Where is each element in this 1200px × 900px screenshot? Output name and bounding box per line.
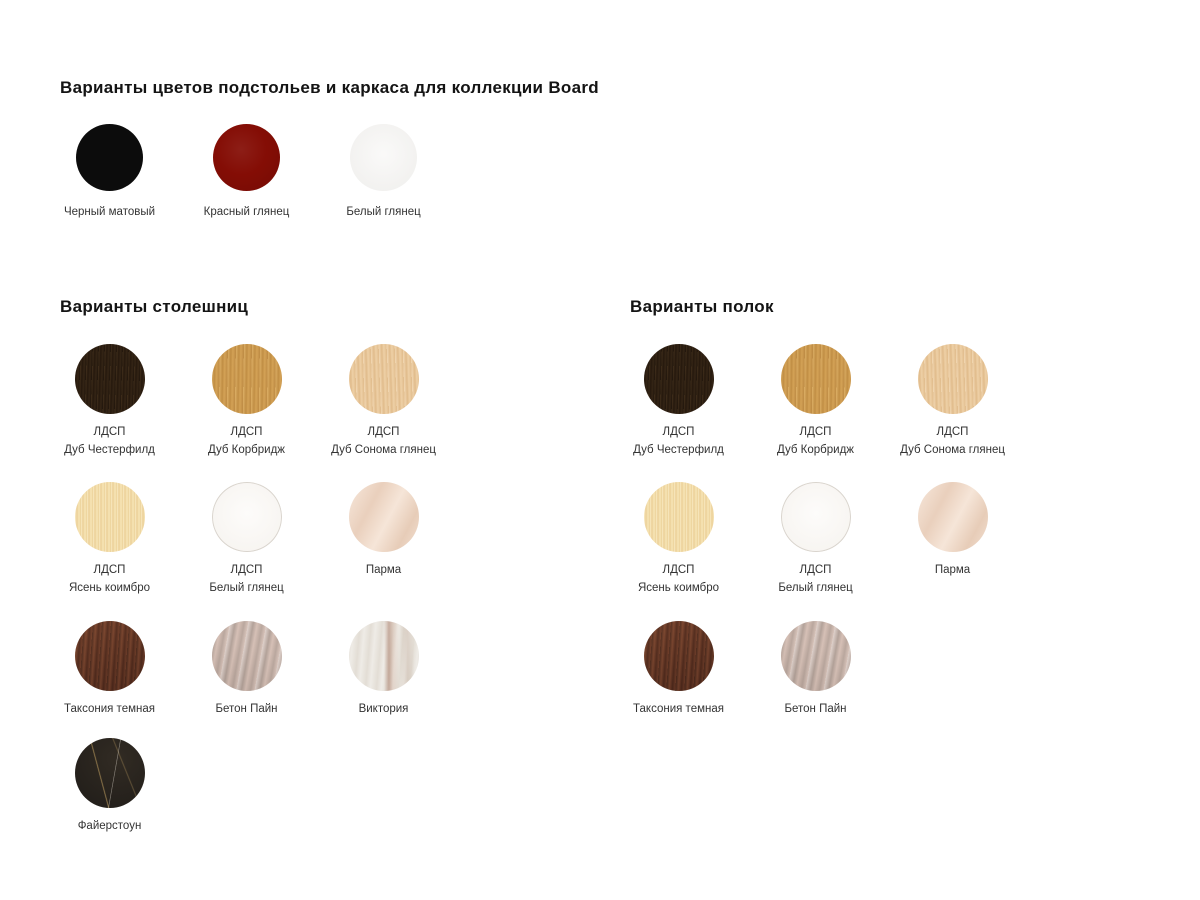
swatch-cell <box>610 482 747 597</box>
swatch-label-line1: ЛДСП <box>662 426 695 438</box>
swatch-concrete-pine <box>781 621 851 691</box>
swatch-cell <box>178 621 315 718</box>
swatch-label-line1: Парма <box>934 564 971 576</box>
page-title: Варианты цветов подстольев и каркаса для коллекции Board <box>60 78 599 97</box>
shelves-section <box>610 344 1030 744</box>
shelves-row-1 <box>610 344 1021 459</box>
tabletops-section <box>41 344 461 864</box>
swatch-oak-sonoma-gloss <box>918 344 988 414</box>
swatch-cell <box>610 344 747 459</box>
swatch-label-line1: Парма <box>365 564 402 576</box>
swatch-cell <box>41 738 178 835</box>
swatch-firestone <box>75 738 145 808</box>
swatch-label: Красный глянец <box>203 206 290 218</box>
swatch-label-line2: Дуб Честерфилд <box>633 444 724 456</box>
swatch-label-line1: Виктория <box>358 703 409 715</box>
swatch-red-gloss <box>213 124 280 191</box>
swatch-label-line2: Белый глянец <box>209 582 284 594</box>
swatch-label-line2: Ясень коимбро <box>637 582 720 594</box>
swatch-cell <box>884 344 1021 459</box>
swatch-label-line1: ЛДСП <box>936 426 969 438</box>
swatch-label-line1: ЛДСП <box>662 564 695 576</box>
swatch-label-line1: ЛДСП <box>799 564 832 576</box>
swatch-ash-coimbra <box>644 482 714 552</box>
swatch-cell-red-gloss <box>178 124 315 221</box>
swatch-oak-corbridge <box>781 344 851 414</box>
swatch-label-line1: ЛДСП <box>93 564 126 576</box>
swatch-white-gloss-ldsp <box>781 482 851 552</box>
swatch-cell <box>178 344 315 459</box>
swatch-cell <box>884 482 1021 597</box>
swatch-white-gloss <box>350 124 417 191</box>
swatch-white-gloss-ldsp <box>212 482 282 552</box>
swatch-cell <box>747 344 884 459</box>
frame-colors-row <box>41 124 452 221</box>
swatch-oak-sonoma-gloss <box>349 344 419 414</box>
swatch-label-line1: ЛДСП <box>799 426 832 438</box>
swatch-label-line2: Дуб Сонома глянец <box>900 444 1005 456</box>
swatch-concrete-pine <box>212 621 282 691</box>
swatch-label-line1: ЛДСП <box>230 564 263 576</box>
tabletops-section-title: Варианты столешниц <box>60 297 249 316</box>
swatch-oak-chesterfield <box>644 344 714 414</box>
swatch-label-line2: Дуб Корбридж <box>776 444 854 456</box>
swatch-cell <box>747 621 884 718</box>
swatch-label-line1: ЛДСП <box>367 426 400 438</box>
swatch-taxonia-dark <box>75 621 145 691</box>
swatch-cell <box>41 344 178 459</box>
shelves-section-title: Варианты полок <box>630 297 774 316</box>
swatch-cell <box>610 621 747 718</box>
swatch-black-matte <box>76 124 143 191</box>
swatch-cell-white-gloss <box>315 124 452 221</box>
swatch-cell-black-matte <box>41 124 178 221</box>
swatch-taxonia-dark <box>644 621 714 691</box>
swatch-cell <box>315 621 452 718</box>
swatch-label: Белый глянец <box>346 206 421 218</box>
swatch-label-line1: Бетон Пайн <box>784 703 847 715</box>
swatch-oak-chesterfield <box>75 344 145 414</box>
swatch-cell <box>178 482 315 597</box>
swatch-label: Черный матовый <box>63 206 156 218</box>
swatch-parma <box>918 482 988 552</box>
swatch-label-line1: ЛДСП <box>230 426 263 438</box>
swatch-label-line1: Файерстоун <box>77 820 142 832</box>
swatch-cell <box>41 621 178 718</box>
swatch-label-line2: Белый глянец <box>778 582 853 594</box>
swatch-ash-coimbra <box>75 482 145 552</box>
tabletops-row-1 <box>41 344 452 459</box>
swatch-cell <box>315 344 452 459</box>
swatch-label-line2: Дуб Сонома глянец <box>331 444 436 456</box>
shelves-row-2 <box>610 482 1021 597</box>
tabletops-row-3 <box>41 621 452 718</box>
swatch-label-line2: Дуб Честерфилд <box>64 444 155 456</box>
swatch-cell <box>41 482 178 597</box>
swatch-label-line1: Таксония темная <box>64 703 155 715</box>
shelves-row-3 <box>610 621 884 718</box>
swatch-label-line2: Ясень коимбро <box>68 582 151 594</box>
tabletops-row-4 <box>41 738 178 835</box>
swatch-cell <box>315 482 452 597</box>
swatch-parma <box>349 482 419 552</box>
swatch-label-line1: ЛДСП <box>93 426 126 438</box>
swatch-label-line1: Бетон Пайн <box>215 703 278 715</box>
swatch-oak-corbridge <box>212 344 282 414</box>
tabletops-row-2 <box>41 482 452 597</box>
swatch-label-line2: Дуб Корбридж <box>207 444 285 456</box>
swatch-cell <box>747 482 884 597</box>
swatch-victoria <box>349 621 419 691</box>
swatch-label-line1: Таксония темная <box>633 703 724 715</box>
